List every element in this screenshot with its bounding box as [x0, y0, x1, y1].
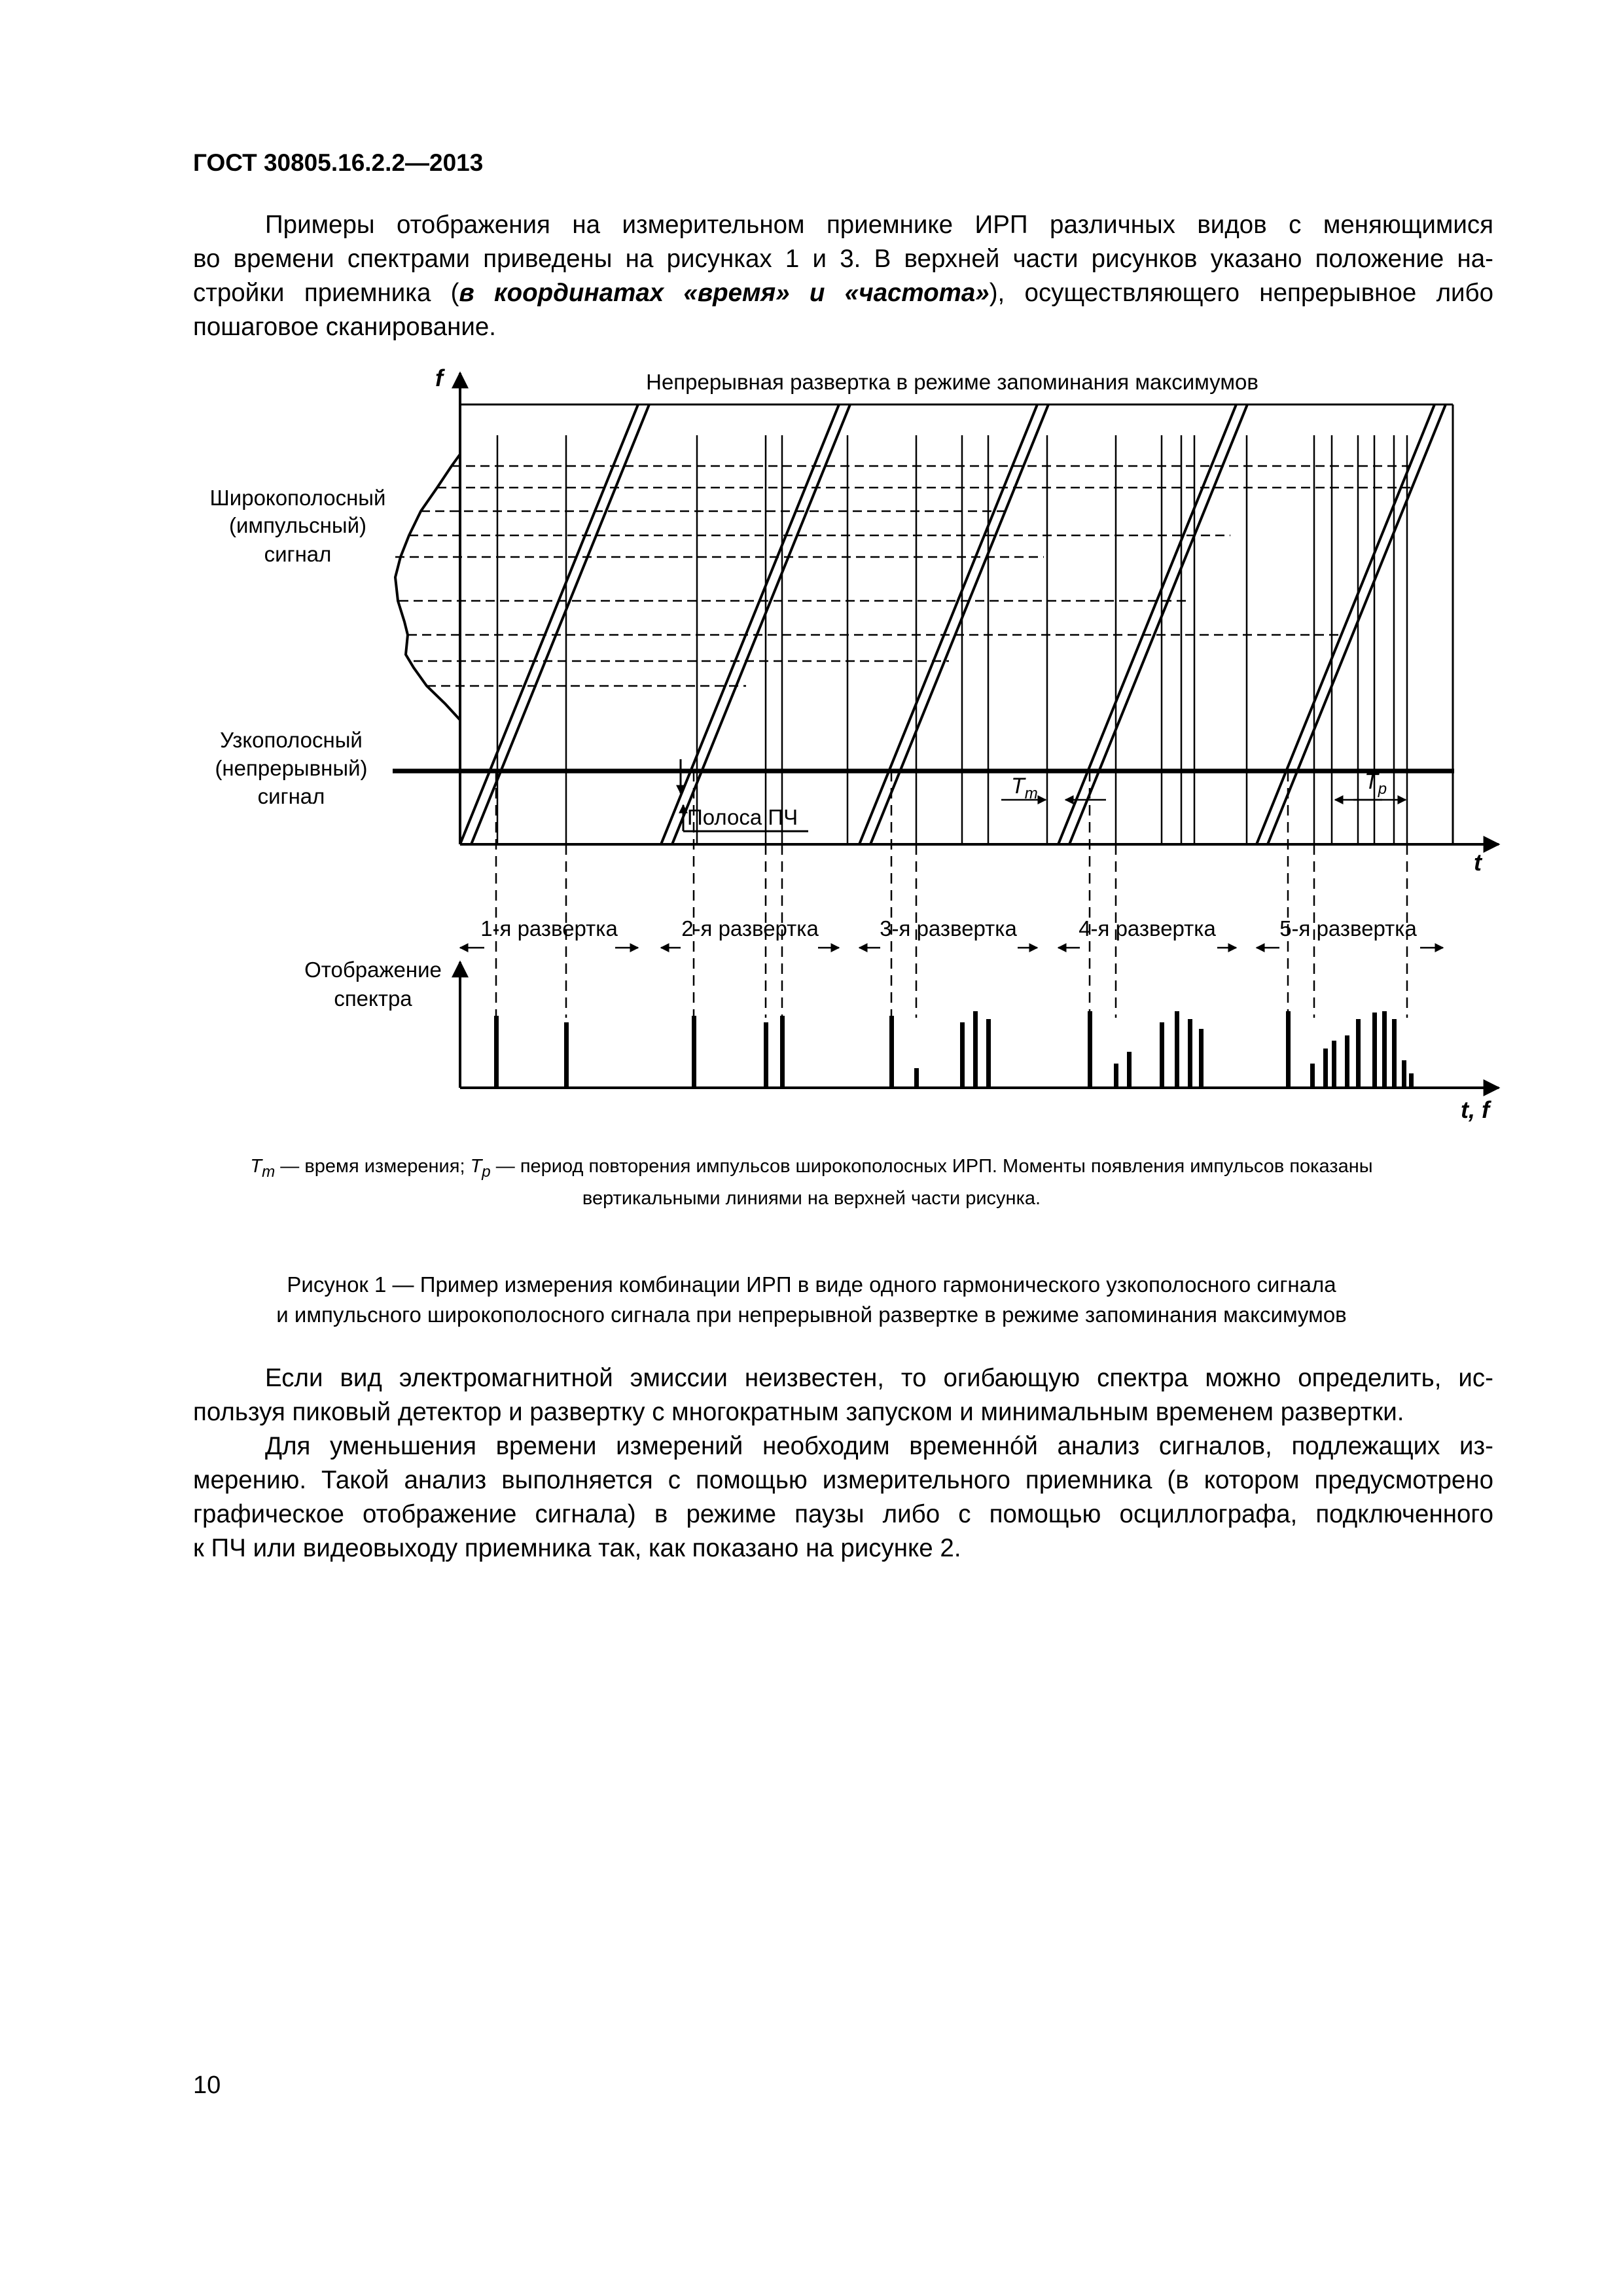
spectrum-bar [986, 1019, 991, 1088]
document-code: ГОСТ 30805.16.2.2—2013 [193, 149, 484, 176]
sweep-label-4: 4-я развертка [1079, 916, 1216, 941]
paragraph-line: стройки приемника (в координатах «время» и «частота»), осуществляющего непрерывное либо [193, 279, 1494, 307]
svg-text:сигнал: сигнал [264, 542, 332, 566]
spectrum-bar [1199, 1029, 1204, 1088]
figure-title: Непрерывная развертка в режиме запоминания максимумов [646, 370, 1258, 394]
svg-text:(непрерывный): (непрерывный) [215, 756, 368, 780]
narrowband-label [215, 728, 367, 808]
spectrum-bar [1382, 1011, 1387, 1088]
sweep-lines [460, 404, 1446, 844]
spectrum-bar [1323, 1049, 1328, 1088]
sweep-label-2: 2-я развертка [681, 916, 819, 941]
broadband-envelope [395, 454, 460, 720]
spectrum-bar [1310, 1064, 1315, 1088]
svg-text:Узкополосный: Узкополосный [220, 728, 363, 752]
svg-text:сигнал: сигнал [257, 784, 325, 808]
spectrum-bar [1392, 1019, 1397, 1088]
figure-note: $T_m$ — время измерения; $T_p$ — период повторения импульсов широкополосных ИРП. Моменты появления импульсов показаны вертикальными линиями на верхней части рисунка. [250, 1156, 1373, 1209]
page-number: 10 [193, 2072, 221, 2099]
spectrum-bar [973, 1011, 978, 1088]
spectrum-bar [780, 1016, 785, 1088]
spectrum-bar [494, 1016, 499, 1088]
paragraph-line: во времени спектрами приведены на рисунках 1 и 3. В верхней части рисунков указано положение на- [193, 245, 1493, 273]
spectrum-bar [914, 1068, 919, 1088]
svg-text:Широкополосный: Широкополосный [209, 486, 386, 510]
paragraph-line: мерению. Такой анализ выполняется с помощью измерительного приемника (в котором предусмотрено [193, 1466, 1493, 1494]
spectrum-bar [1332, 1041, 1336, 1088]
paragraph-line: к ПЧ или видеовыходу приемника так, как показано на рисунке 2. [193, 1534, 961, 1562]
paragraph-line: Если вид электромагнитной эмиссии неизвестен, то огибающую спектра можно определить, ис- [265, 1364, 1493, 1392]
spectrum-bar [1409, 1073, 1414, 1088]
spectrum-bar [1286, 1011, 1291, 1088]
f-axis-label: f [435, 365, 443, 391]
spectrum-bars [494, 1011, 1414, 1088]
emphasis-text: в координатах «время» и «частота» [459, 279, 990, 307]
spectrum-bar [1175, 1011, 1179, 1088]
if-band-label: Полоса ПЧ [687, 805, 798, 829]
broadband-label [210, 486, 386, 566]
svg-text:(импульсный): (импульсный) [228, 513, 367, 537]
svg-text:Отображение: Отображение [304, 958, 442, 982]
sweep-label-1: 1-я развертка [480, 916, 618, 941]
spectrum-bar [1088, 1011, 1092, 1088]
sweep-labels [480, 916, 1417, 941]
spectrum-bar [1188, 1019, 1192, 1088]
spectrum-bar [1402, 1060, 1406, 1088]
tf-axis-label: t, f [1461, 1096, 1489, 1123]
spectrum-bar [1127, 1052, 1132, 1088]
paragraph-line: пользуя пиковый детектор и развертку с многократным запуском и минимальным временем развертки. [193, 1398, 1404, 1426]
paragraph-time-analysis [193, 1429, 1493, 1566]
paragraph-line: Примеры отображения на измерительном приемнике ИРП различных видов с меняющимися [265, 211, 1493, 239]
spectrum-bar [889, 1016, 894, 1088]
spectrum-bar [1345, 1035, 1349, 1088]
spectrum-bar [1372, 1013, 1377, 1088]
t-axis-label: t [1474, 849, 1482, 876]
paragraph-line: графическое отображение сигнала) в режиме паузы либо с помощью осциллографа, подключенного [193, 1500, 1493, 1528]
paragraph-line: Для уменьшения времени измерений необходим временнóй анализ сигналов, подлежащих из- [265, 1432, 1493, 1460]
paragraph-line: пошаговое сканирование. [193, 313, 496, 341]
svg-text:спектра: спектра [334, 986, 412, 1011]
spectrum-bar [692, 1016, 696, 1088]
spectrum-label [304, 958, 442, 1011]
spectrum-bar [960, 1022, 965, 1088]
paragraph-envelope [193, 1361, 1493, 1429]
tm-label: $T_m$ [1011, 774, 1038, 802]
tp-label: $T_p$ [1364, 769, 1387, 798]
figure-caption: Рисунок 1 — Пример измерения комбинации ИРП в виде одного гармонического узкополосного сигнала и импульсного широкополосного сигнала при непрерывной развертке в режиме запоминания максимумов [276, 1272, 1347, 1327]
sweep-label-3: 3-я развертка [880, 916, 1017, 941]
spectrum-bar [564, 1022, 569, 1088]
spectrum-bar [1356, 1019, 1361, 1088]
spectrum-bar [764, 1022, 768, 1088]
sweep-label-5: 5-я развертка [1279, 916, 1417, 941]
spectrum-bar [1114, 1064, 1118, 1088]
spectrum-bar [1160, 1022, 1164, 1088]
